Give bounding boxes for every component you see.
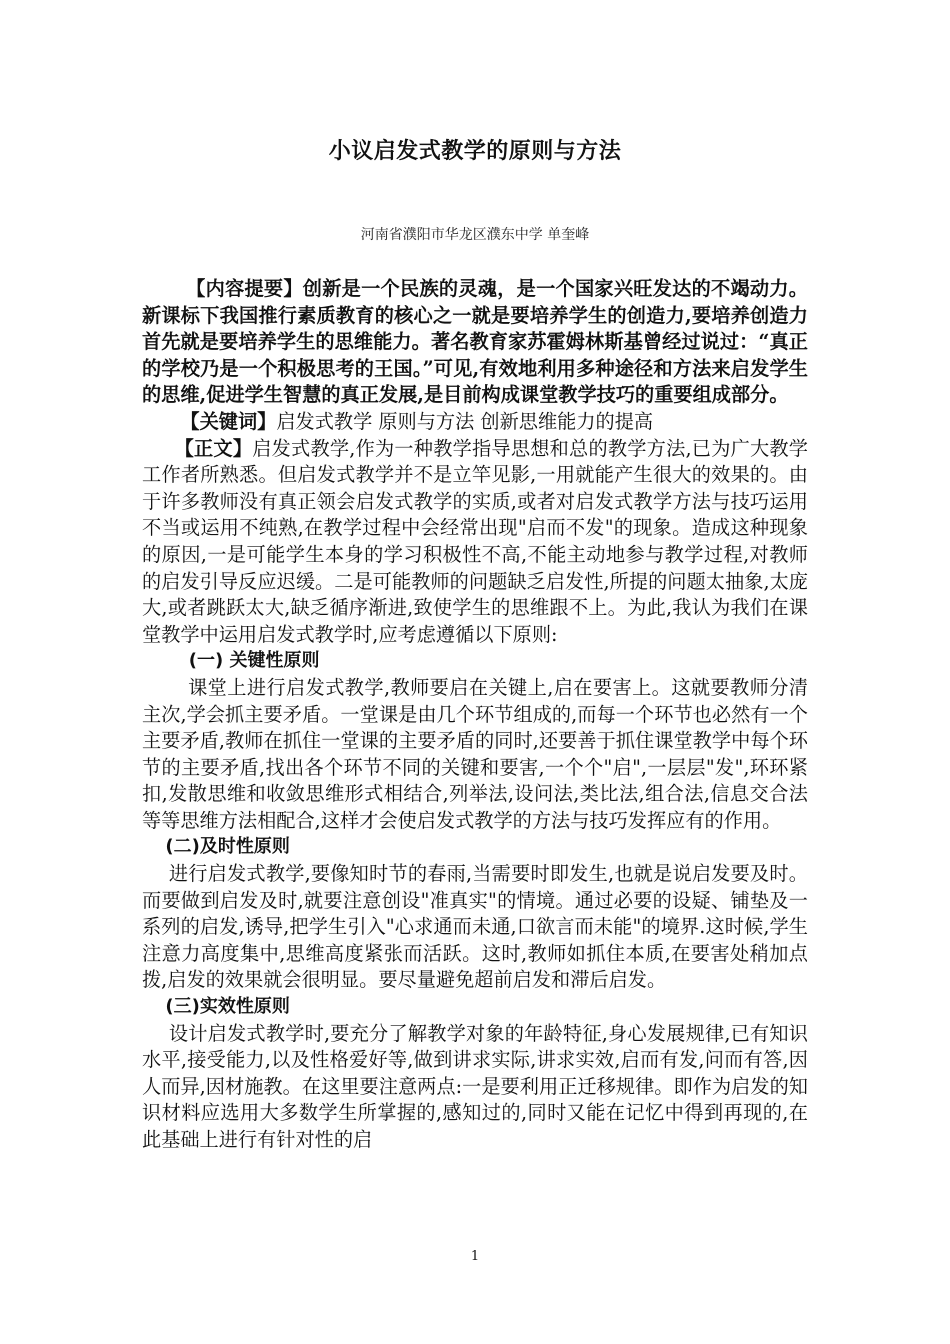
author-line: 河南省濮阳市华龙区濮东中学 单奎峰 — [360, 227, 590, 243]
keywords-label: 【关键词】 — [180, 409, 277, 433]
keywords-text: 启发式教学 原则与方法 创新思维能力的提高 — [276, 409, 654, 433]
abstract-paragraph: 【内容提要】创新是一个民族的灵魂，是一个国家兴旺发达的不竭动力。新课标下我国推行素质教育的核心之一就是要培养学生的创造力,要培养创造力首先就是要培养学生的思维能力。著名教育家苏霍姆林斯基曾经过说过：“真正的学校乃是一个积极思考的王国。”可见,有效地利用多种途径和方法来启发学生的思维,促进学生智慧的真正发展,是目前构成课堂教学技巧的重要组成部分。 — [142, 277, 808, 407]
main-text: 启发式教学,作为一种教学指导思想和总的教学方法,已为广大教学工作者所熟悉。但启发式教学并不是立竿见影,一用就能产生很大的效果的。由于许多教师没有真正领会启发式教学的实质,或者对启发式教学方法与技巧运用不当或运用不纯熟,在教学过程中会经常出现"启而不发"的现象。造成这种现象的原因,一是可能学生本身的学习积极性不高,不能主动地参与教学过程,对教师的启发引导反应迟缓。二是可能教师的问题缺乏启发性,所提的问题太抽象,太庞大,或者跳跃太大,缺乏循序渐进,致使学生的思维跟不上。为此,我认为我们在课堂教学中运用启发式教学时,应考虑遵循以下原则: — [142, 436, 808, 646]
document-title: 小议启发式教学的原则与方法 — [328, 139, 622, 164]
section-heading-3: (三)实效性原则 — [165, 996, 290, 1018]
section-paragraph-2: 进行启发式教学,要像知时节的春雨,当需要时即发生,也就是说启发要及时。而要做到启发及时,就要注意创设"准真实"的情境。通过必要的设疑、铺垫及一系列的启发,诱导,把学生引入"心求通而未通,口欲言而未能"的境界.这时候,学生注意力高度集中,思维高度紧张而活跃。这时,教师如抓住本质,在要害处稍加点拨,启发的效果就会很明显。要尽量避免超前启发和滞后启发。 — [142, 862, 808, 992]
section-paragraph-3: 设计启发式教学时,要充分了解教学对象的年龄特征,身心发展规律,已有知识水平,接受能力,以及性格爱好等,做到讲求实际,讲求实效,启而有发,问而有答,因人而异,因材施教。在这里要注意两点:一是要利用正迁移规律。即作为启发的知识材料应选用大多数学生所掌握的,感知过的,同时又能在记忆中得到再现的,在此基础上进行有针对性的启 — [142, 1021, 808, 1151]
main-paragraph — [142, 436, 808, 649]
document-body — [142, 276, 808, 1154]
section-heading-1: (一) 关键性原则 — [188, 650, 320, 672]
keywords-paragraph — [142, 409, 808, 436]
page-number: 1 — [470, 1249, 480, 1264]
main-label: 【正文】 — [174, 436, 253, 460]
section-paragraph-1: 课堂上进行启发式教学,教师要启在关键上,启在要害上。这就要教师分清主次,学会抓主要矛盾。一堂课是由几个环节组成的,而每一个环节也必然有一个主要矛盾,教师在抓住一堂课的主要矛盾的同时,还要善于抓住课堂教学中每个环节的主要矛盾,找出各个环节不同的关键和要害,一个个"启",一层层"发",环环紧扣,发散思维和收敛思维形式相结合,列举法,设问法,类比法,组合法,信息交合法等等思维方法相配合,这样才会使启发式教学的方法与技巧发挥应有的作用。 — [142, 675, 808, 832]
section-heading-2: (二)及时性原则 — [165, 836, 290, 858]
